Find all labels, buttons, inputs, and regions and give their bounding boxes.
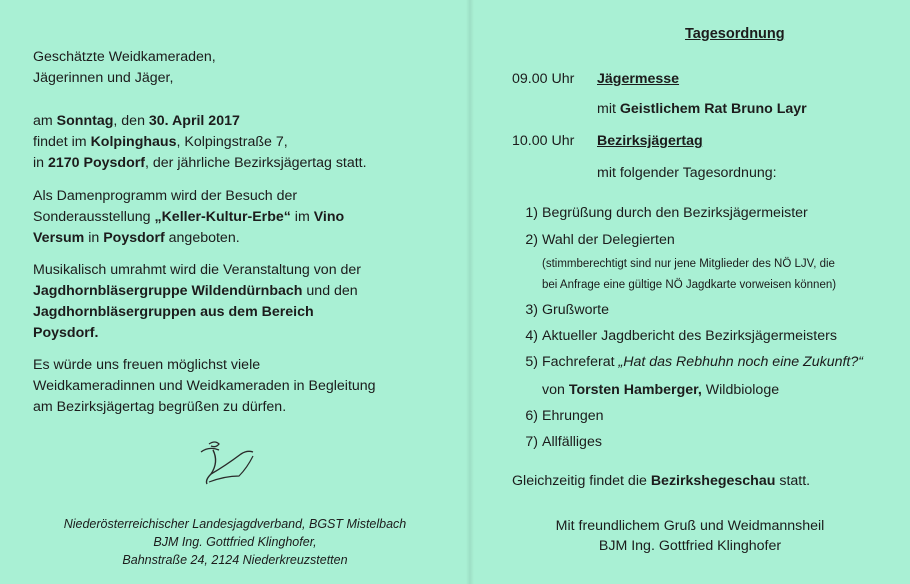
agenda-item: Wahl der Delegierten xyxy=(542,232,675,248)
ladies-program: Als Damenprogramm wird der Besuch der Sonderausstellung „Keller-Kultur-Erbe“ im Vino Versum in Poysdorf angeboten. xyxy=(33,188,345,246)
hegeschau-note: Gleichzeitig findet die Bezirkshegeschau statt. xyxy=(512,473,811,489)
agenda-title: Tagesordnung xyxy=(685,26,785,42)
mass-celebrant: mit Geistlichem Rat Bruno Layr xyxy=(597,101,807,117)
agenda-item: Allfälliges xyxy=(542,434,602,450)
agenda-number: 7) xyxy=(525,434,538,450)
heading-bezirksjaegertag: Bezirksjägertag xyxy=(597,133,703,149)
agenda-number: 4) xyxy=(525,328,538,344)
agenda-item: Begrüßung durch den Bezirksjägermeister xyxy=(542,205,808,221)
agenda-number: 3) xyxy=(525,302,538,318)
music-paragraph: Musikalisch umrahmt wird die Veranstaltung von der Jagdhornbläsergruppe Wildendürnbach und den Jagdhornbläsergruppen aus dem Bereich Poysdorf. xyxy=(33,262,362,341)
event-intro: am Sonntag, den 30. April 2017 findet im Kolpinghaus, Kolpingstraße 7, in 2170 Poysdorf, der jährliche Bezirksjägertag statt. xyxy=(33,113,367,171)
time-1000: 10.00 Uhr xyxy=(512,133,575,149)
regards-block: Mit freundlichem Gruß und Weidmannsheil BJM Ing. Gottfried Klinghofer xyxy=(555,518,825,554)
closing-paragraph: Es würde uns freuen möglichst viele Weidkameradinnen und Weidkameraden in Begleitung am Bezirksjägertag begrüßen zu dürfen. xyxy=(33,357,376,415)
agenda-item: Aktueller Jagdbericht des Bezirksjägermeisters xyxy=(542,328,837,344)
agenda-number: 1) xyxy=(525,205,538,221)
agenda-intro: mit folgender Tagesordnung: xyxy=(597,165,777,181)
right-page xyxy=(470,0,910,584)
agenda-number: 5) xyxy=(525,354,538,370)
agenda-number: 2) xyxy=(525,232,538,248)
greeting: Geschätzte Weidkameraden, Jägerinnen und Jäger, xyxy=(33,49,216,86)
agenda-item: Grußworte xyxy=(542,302,610,318)
agenda-number: 6) xyxy=(525,408,538,424)
delegate-note: bei Anfrage eine gültige NÖ Jagdkarte vorweisen können) xyxy=(542,279,837,291)
time-0900: 09.00 Uhr xyxy=(512,71,575,87)
hunting-horn-logo-icon xyxy=(195,438,260,488)
association-footer: Niederösterreichischer Landesjagdverband, BGST Mistelbach BJM Ing. Gottfried Klinghofer, Bahnstraße 24, 2124 Niederkreuzstetten xyxy=(63,517,407,567)
speaker-line: von Torsten Hamberger, Wildbiologe xyxy=(542,382,780,398)
heading-jaegermesse: Jägermesse xyxy=(597,71,680,87)
agenda-item: Ehrungen xyxy=(542,408,604,424)
agenda-item: Fachreferat „Hat das Rebhuhn noch eine Zukunft?“ xyxy=(542,354,863,370)
delegate-note: (stimmberechtigt sind nur jene Mitglieder des NÖ LJV, die xyxy=(542,258,835,270)
